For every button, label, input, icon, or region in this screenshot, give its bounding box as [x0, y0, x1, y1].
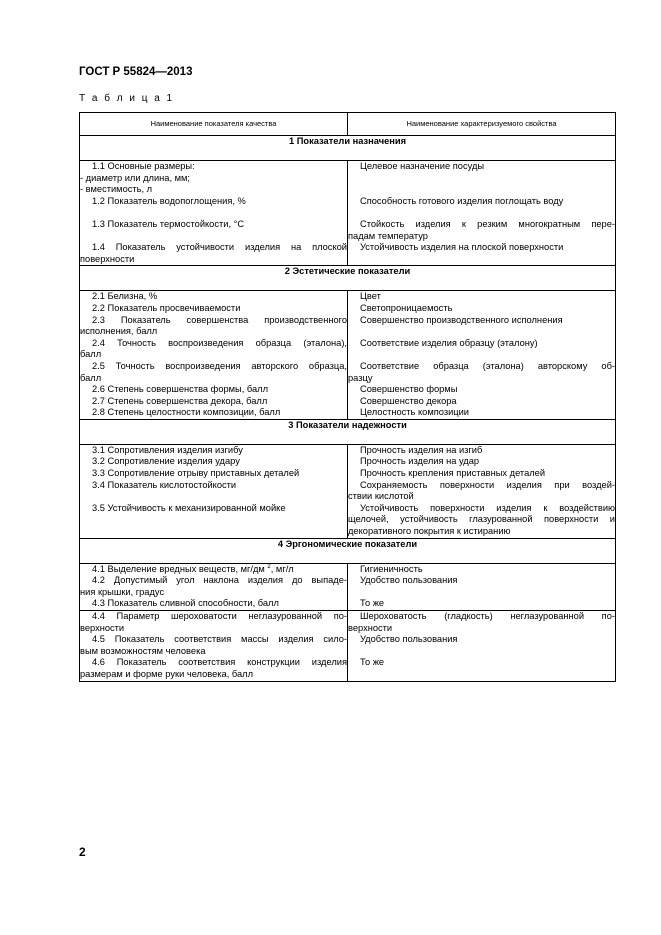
column-header-indicator: Наименование показателя качества: [80, 113, 348, 136]
property-text: Совершенство декора: [360, 395, 457, 406]
section-row: [80, 136, 616, 161]
property-text: Целостность композиции: [360, 407, 469, 418]
property-text: Сохраняемость поверхности изделия при воздей-: [360, 479, 615, 490]
property-text: Стойкость изделия к резким многократным пере-: [360, 218, 615, 229]
indicator-text: 4.3 Показатель сливной способности, балл: [92, 598, 279, 609]
indicator-text: балл: [80, 349, 102, 360]
indicator-text: 4.5 Показатель соответствия массы изделия сило-: [92, 634, 347, 645]
indicator-text: - вместимость, л: [80, 184, 153, 195]
indicator-text: верхности: [80, 622, 125, 633]
indicator-text: 3.3 Сопротивление отрыву приставных деталей: [92, 468, 300, 479]
indicator-cell: [80, 563, 348, 610]
indicator-text: 1.1 Основные размеры:: [92, 161, 195, 171]
property-text: падам температур: [348, 230, 428, 241]
indicator-text: - диаметр или длина, мм;: [80, 172, 191, 183]
property-text: декоративного покрытия к истиранию: [348, 526, 511, 537]
property-text: Гигиеничность: [360, 563, 423, 574]
indicator-text: вым возможностям человека: [80, 645, 206, 656]
property-text: Цвет: [360, 291, 381, 302]
property-text: Прочность крепления приставных деталей: [360, 468, 546, 479]
property-text: Способность готового изделия поглощать воду: [360, 195, 564, 206]
property-text: Совершенство формы: [360, 384, 458, 395]
property-text: разцу: [348, 372, 373, 383]
indicator-text: 2.3 Показатель совершенства производственного: [92, 314, 347, 325]
property-text: Шероховатость (гладкость) неглазурованной по-: [360, 611, 615, 621]
indicator-text: 4.6 Показатель соответствия конструкции изделия: [92, 657, 347, 668]
indicator-text: 1.3 Показатель термостойкости, °С: [92, 218, 245, 229]
property-text: Соответствие изделия образцу (эталону): [360, 337, 538, 348]
document-header: ГОСТ Р 55824—2013: [79, 66, 193, 78]
section-title: 1 Показатели назначения: [80, 136, 616, 161]
superscript: 2: [267, 563, 271, 570]
indicator-text: 3.4 Показатель кислотостойкости: [92, 479, 237, 490]
section-title: 3 Показатели надежности: [80, 419, 616, 444]
section-title: 2 Эстетические показатели: [80, 266, 616, 291]
indicator-text: 4.4 Параметр шероховатости неглазурованной по-: [92, 611, 347, 621]
indicator-text: балл: [80, 372, 102, 383]
indicator-text: 3.5 Устойчивость к механизированной мойке: [92, 502, 286, 513]
property-text: То же: [360, 657, 385, 668]
indicator-text: размерам и форме руки человека, балл: [80, 668, 253, 679]
property-text: верхности: [348, 622, 393, 633]
property-text: То же: [360, 598, 385, 609]
indicator-text: 2.2 Показатель просвечиваемости: [92, 302, 241, 313]
column-header-property: Наименование характеризуемого свойства: [348, 113, 616, 136]
property-text: щелочей, устойчивость глазурованной поверхности и: [348, 514, 615, 525]
indicator-text: 2.1 Белизна, %: [92, 291, 158, 302]
page-number: 2: [79, 845, 86, 859]
section-row: [80, 266, 616, 291]
indicator-text: поверхности: [80, 253, 135, 264]
property-text: ствии кислотой: [348, 491, 414, 502]
property-text: Устойчивость изделия на плоской поверхности: [360, 242, 564, 253]
table-caption: Т а б л и ц а 1: [79, 93, 175, 104]
indicator-text: 2.6 Степень совершенства формы, балл: [92, 384, 269, 395]
section-row: [80, 419, 616, 444]
indicator-text: 1.2 Показатель водопоглощения, %: [92, 195, 246, 206]
indicator-cell: [80, 444, 348, 538]
property-text: Прочность изделия на изгиб: [360, 444, 483, 455]
indicator-text: 3.2 Сопротивление изделия удару: [92, 456, 240, 467]
indicator-text: 1.4 Показатель устойчивости изделия на плоской: [92, 242, 347, 253]
property-cell: [348, 291, 616, 420]
indicator-cell: [80, 611, 348, 682]
table-row: [80, 161, 616, 266]
indicator-text: 4.2 Допустимый угол наклона изделия до выпаде-: [92, 575, 347, 586]
table-row: [80, 444, 616, 538]
property-text: Устойчивость поверхности изделия к воздействию: [360, 502, 615, 513]
property-text: Удобство пользования: [360, 575, 458, 586]
indicator-text: 2.7 Степень совершенства декора, балл: [92, 395, 268, 406]
indicator-text: исполнения, балл: [80, 326, 158, 337]
property-text: Светопроницаемость: [360, 302, 453, 313]
property-cell: [348, 161, 616, 266]
section-row: [80, 538, 616, 563]
indicator-text: 2.5 Точность воспроизведения авторского образца,: [92, 360, 347, 371]
indicator-cell: [80, 161, 348, 266]
property-text: Совершенство производственного исполнения: [360, 314, 563, 325]
section-title: 4 Эргономические показатели: [80, 538, 616, 563]
property-text: Целевое назначение посуды: [360, 161, 485, 171]
indicator-text: ния крышки, градус: [80, 586, 165, 597]
property-text: Прочность изделия на удар: [360, 456, 480, 467]
indicator-text: 3.1 Сопротивления изделия изгибу: [92, 444, 243, 455]
table-row: [80, 563, 616, 610]
indicator-cell: [80, 291, 348, 420]
indicator-text: 2.4 Точность воспроизведения образца (эталона),: [92, 337, 347, 348]
table-row: [80, 291, 616, 420]
table-row: [80, 611, 616, 682]
property-cell: [348, 563, 616, 610]
quality-indicators-table: [79, 112, 616, 682]
property-text: Соответствие образца (эталона) авторскому об-: [360, 360, 615, 371]
property-cell: [348, 444, 616, 538]
property-text: Удобство пользования: [360, 634, 458, 645]
indicator-text: 4.1 Выделение вредных веществ, мг/дм $^2$, мг/л: [92, 563, 294, 574]
property-cell: [348, 611, 616, 682]
table-header-row: [80, 113, 616, 136]
indicator-text: 2.8 Степень целостности композиции, балл: [92, 407, 281, 418]
